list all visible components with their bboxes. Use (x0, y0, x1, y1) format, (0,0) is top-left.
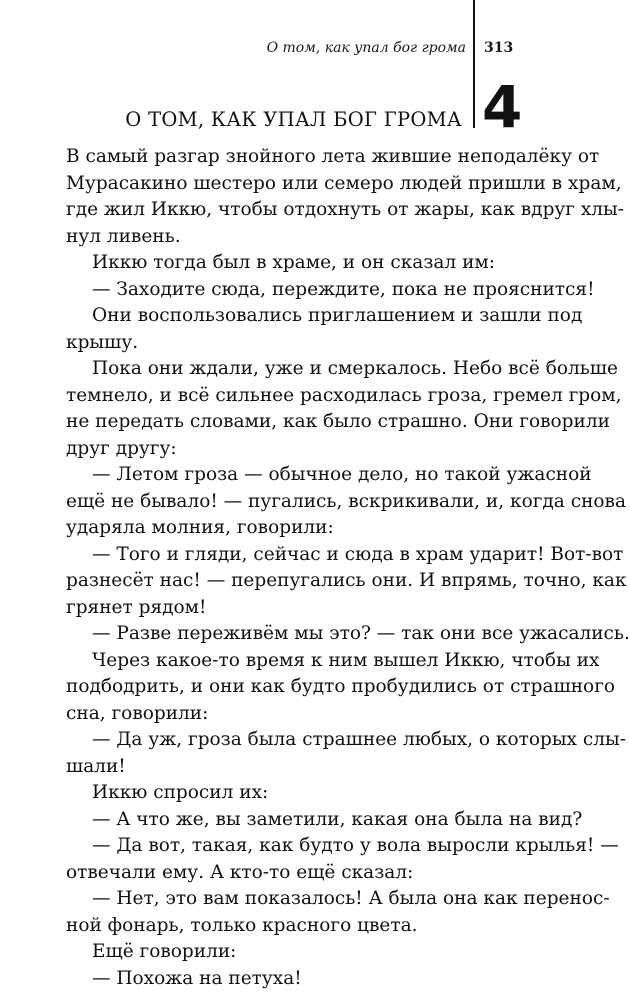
text-line: Ещё говорили: (66, 939, 530, 966)
text-line: — Да уж, гроза была страшнее любых, о которых слы- (66, 727, 530, 754)
text-line: ной фонарь, только красного цвета. (66, 913, 530, 940)
text-line: где жил Иккю, чтобы отдохнуть от жары, как вдруг хлы- (66, 197, 530, 224)
text-line: — Да вот, такая, как будто у вола выросли крылья! — (66, 833, 530, 860)
text-line: нул ливень. (66, 224, 530, 251)
running-header-title: О том, как упал бог грома (267, 40, 466, 56)
text-line: — Нет, это вам показалось! А была она как перенос- (66, 886, 530, 913)
text-line: шали! (66, 754, 530, 781)
text-line: разнесёт нас! — перепугались они. И впрямь, точно, как (66, 568, 530, 595)
page-number: 313 (484, 40, 513, 56)
text-line: — Заходите сюда, переждите, пока не прояснится! (66, 277, 530, 304)
chapter-number: 4 (482, 78, 522, 136)
text-line: темнело, и всё сильнее расходилась гроза, гремел гром, (66, 383, 530, 410)
text-line: — Того и гляди, сейчас и сюда в храм ударит! Вот-вот (66, 542, 530, 569)
text-line: Мурасакино шестеро или семеро людей пришли в храм, (66, 171, 530, 198)
text-line: Пока они ждали, уже и смеркалось. Небо всё больше (66, 356, 530, 383)
chapter-title: О ТОМ, КАК УПАЛ БОГ ГРОМА (125, 108, 462, 131)
text-line: — А что же, вы заметили, какая она была на вид? (66, 807, 530, 834)
text-line: ещё не бывало! — пугались, вскрикивали, и, когда снова (66, 489, 530, 516)
text-line: отвечали ему. А кто-то ещё сказал: (66, 860, 530, 887)
text-line: крышу. (66, 330, 530, 357)
text-line: — Летом гроза — обычное дело, но такой ужасной (66, 462, 530, 489)
text-line: грянет рядом! (66, 595, 530, 622)
text-line: Иккю тогда был в храме, и он сказал им: (66, 250, 530, 277)
text-line: В самый разгар знойного лета жившие неподалёку от (66, 144, 530, 171)
text-line: Они воспользовались приглашением и зашли под (66, 303, 530, 330)
text-line: — Разве переживём мы это? — так они все ужасались. (66, 621, 530, 648)
text-line: Через какое-то время к ним вышел Иккю, чтобы их (66, 648, 530, 675)
text-line: не передать словами, как было страшно. Они говорили (66, 409, 530, 436)
text-line: сна, говорили: (66, 701, 530, 728)
text-line: друг другу: (66, 436, 530, 463)
running-header (0, 38, 600, 64)
text-line: ударяла молния, говорили: (66, 515, 530, 542)
text-line: Иккю спросил их: (66, 780, 530, 807)
header-divider-rule (473, 0, 475, 128)
text-line: подбодрить, и они как будто пробудились от страшного (66, 674, 530, 701)
text-line: — Похожа на петуха! (66, 966, 530, 992)
body-text (66, 144, 530, 992)
